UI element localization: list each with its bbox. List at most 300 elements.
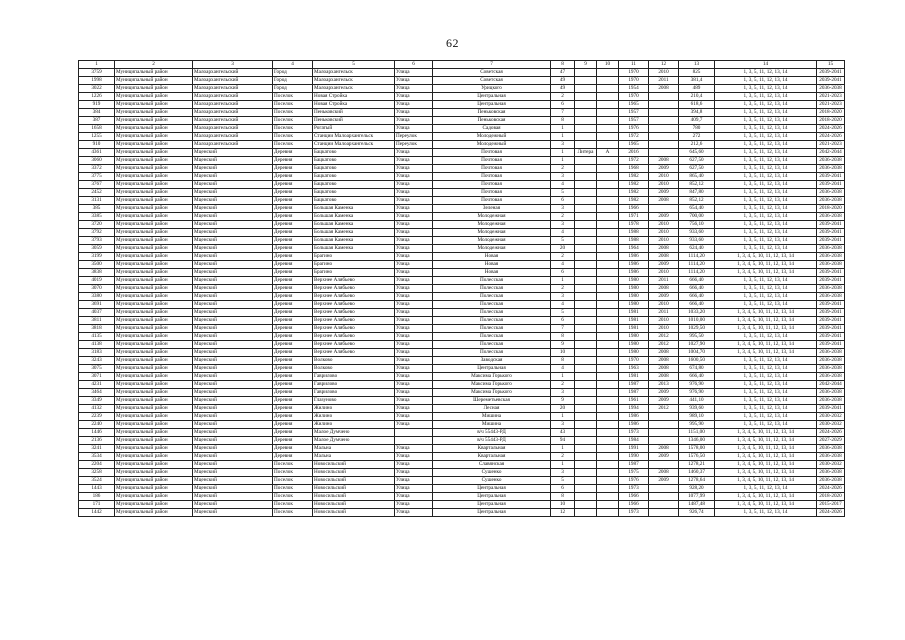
municipality-type-cell: Муниципальный район — [115, 325, 193, 333]
year-built-cell: 1975 — [619, 469, 649, 477]
area-cell: 1004,70 — [679, 349, 715, 357]
header-cell: 13 — [679, 61, 715, 69]
settlement-name-cell: Новая Стройка — [313, 101, 395, 109]
building-cell — [575, 357, 597, 365]
house-number-cell: 94 — [551, 437, 575, 445]
municipality-type-cell: Муниципальный район — [115, 501, 193, 509]
municipality-type-cell: Муниципальный район — [115, 277, 193, 285]
year-built-cell: 1968 — [619, 165, 649, 173]
works-list-cell: 1, 3, 4, 5, 10, 11, 12, 13, 14 — [715, 429, 817, 437]
record-id-cell: 2452 — [79, 189, 115, 197]
header-cell: 7 — [433, 61, 551, 69]
table-row — [79, 213, 845, 221]
period-cell: 2036-2038 — [817, 189, 845, 197]
record-id-cell: 171 — [79, 501, 115, 509]
period-cell: 2036-2038 — [817, 293, 845, 301]
period-cell: 2039-2041 — [817, 405, 845, 413]
settlement-type-cell: Деревня — [273, 437, 313, 445]
street-type-cell: Улица — [395, 325, 433, 333]
year-cell: 2008 — [649, 197, 679, 205]
record-id-cell: 3349 — [79, 397, 115, 405]
letter-cell — [597, 301, 619, 309]
year-cell — [649, 509, 679, 517]
street-name-cell: Центральная — [433, 485, 551, 493]
district-cell: Мценский — [193, 437, 273, 445]
house-number-cell: 20 — [551, 405, 575, 413]
works-list-cell: 1, 3, 5, 11, 12, 13, 14 — [715, 333, 817, 341]
letter-cell — [597, 325, 619, 333]
municipality-type-cell: Муниципальный район — [115, 293, 193, 301]
building-cell — [575, 133, 597, 141]
letter-cell — [597, 445, 619, 453]
area-cell: 1114,20 — [679, 269, 715, 277]
works-list-cell: 1, 3, 5, 11, 12, 13, 14 — [715, 389, 817, 397]
record-id-cell: 384 — [79, 109, 115, 117]
street-type-cell: Улица — [395, 357, 433, 365]
period-cell: 2039-2041 — [817, 221, 845, 229]
year-built-cell: 1990 — [619, 453, 649, 461]
street-name-cell: Молодежная — [433, 237, 551, 245]
municipality-type-cell: Муниципальный район — [115, 445, 193, 453]
street-type-cell: Улица — [395, 221, 433, 229]
building-cell — [575, 381, 597, 389]
record-id-cell: 1443 — [79, 485, 115, 493]
street-name-cell: Центральная — [433, 101, 551, 109]
district-cell: Мценский — [193, 397, 273, 405]
header-cell: 6 — [395, 61, 433, 69]
works-list-cell: 1, 3, 4, 5, 10, 11, 12, 13, 14 — [715, 493, 817, 501]
street-type-cell — [395, 437, 433, 445]
table-row — [79, 461, 845, 469]
settlement-type-cell: Деревня — [273, 197, 313, 205]
street-type-cell: Улица — [395, 197, 433, 205]
area-cell: 489 — [679, 85, 715, 93]
building-cell — [575, 389, 597, 397]
area-cell: 852,12 — [679, 181, 715, 189]
street-type-cell: Улица — [395, 477, 433, 485]
area-cell: 381,4 — [679, 77, 715, 85]
building-cell — [575, 277, 597, 285]
area-cell: 624,40 — [679, 245, 715, 253]
year-built-cell: 1988 — [619, 229, 649, 237]
record-id-cell: 3759 — [79, 69, 115, 77]
period-cell: 2039-2041 — [817, 77, 845, 85]
year-built-cell: 1987 — [619, 461, 649, 469]
house-number-cell: 10 — [551, 349, 575, 357]
record-id-cell: 2240 — [79, 421, 115, 429]
street-type-cell — [395, 429, 433, 437]
year-cell: 2008 — [649, 245, 679, 253]
record-id-cell: 3775 — [79, 173, 115, 181]
record-id-cell: 3131 — [79, 197, 115, 205]
house-number-cell: 49 — [551, 85, 575, 93]
area-cell: 1600,50 — [679, 357, 715, 365]
area-cell: 989,10 — [679, 413, 715, 421]
building-cell — [575, 93, 597, 101]
settlement-name-cell: Верхнее Алябьево — [313, 285, 395, 293]
street-name-cell: Максима Горького — [433, 381, 551, 389]
letter-cell — [597, 365, 619, 373]
year-cell: 2008 — [649, 157, 679, 165]
municipality-type-cell: Муниципальный район — [115, 509, 193, 517]
building-cell — [575, 477, 597, 485]
works-list-cell: 1, 3, 5, 11, 12, 13, 14 — [715, 405, 817, 413]
period-cell: 2036-2038 — [817, 85, 845, 93]
table-row — [79, 309, 845, 317]
works-list-cell: 1, 3, 4, 5, 10, 11, 12, 13, 14 — [715, 325, 817, 333]
table-row — [79, 485, 845, 493]
area-cell: 212,6 — [679, 141, 715, 149]
building-cell — [575, 397, 597, 405]
table-row — [79, 389, 845, 397]
works-list-cell: 1, 3, 4, 5, 10, 11, 12, 13, 14 — [715, 261, 817, 269]
district-cell: Мценский — [193, 485, 273, 493]
period-cell: 2039-2041 — [817, 341, 845, 349]
district-cell: Малоархангельский — [193, 133, 273, 141]
building-cell — [575, 181, 597, 189]
letter-cell — [597, 477, 619, 485]
year-cell: 2010 — [649, 317, 679, 325]
table-row — [79, 477, 845, 485]
period-cell: 2039-2041 — [817, 69, 845, 77]
works-list-cell: 1, 3, 4, 5, 10, 11, 12, 13, 14 — [715, 445, 817, 453]
settlement-name-cell: Бацкатово — [313, 165, 395, 173]
settlement-name-cell: Верхнее Алябьево — [313, 309, 395, 317]
year-cell — [649, 101, 679, 109]
table-row — [79, 109, 845, 117]
period-cell: 2036-2038 — [817, 389, 845, 397]
municipality-type-cell: Муниципальный район — [115, 221, 193, 229]
letter-cell — [597, 109, 619, 117]
street-type-cell: Улица — [395, 181, 433, 189]
district-cell: Мценский — [193, 277, 273, 285]
settlement-name-cell: Новосильский — [313, 493, 395, 501]
year-cell: 2009 — [649, 453, 679, 461]
year-cell — [649, 461, 679, 469]
period-cell: 2042-2044 — [817, 149, 845, 157]
record-id-cell: 4132 — [79, 405, 115, 413]
record-id-cell: 3022 — [79, 85, 115, 93]
house-number-cell: 4 — [551, 261, 575, 269]
district-cell: Мценский — [193, 349, 273, 357]
letter-cell — [597, 189, 619, 197]
table-row — [79, 245, 845, 253]
street-name-cell: Полесская — [433, 325, 551, 333]
house-number-cell: 8 — [551, 493, 575, 501]
street-type-cell: Улица — [395, 389, 433, 397]
district-cell: Малоархангельский — [193, 93, 273, 101]
table-row — [79, 77, 845, 85]
street-name-cell: Заводская — [433, 357, 551, 365]
record-id-cell: 3818 — [79, 325, 115, 333]
period-cell: 2021-2023 — [817, 93, 845, 101]
street-name-cell: Полесская — [433, 333, 551, 341]
municipality-type-cell: Муниципальный район — [115, 365, 193, 373]
municipality-type-cell: Муниципальный район — [115, 165, 193, 173]
settlement-type-cell: Деревня — [273, 181, 313, 189]
settlement-type-cell: Деревня — [273, 381, 313, 389]
street-type-cell: Улица — [395, 373, 433, 381]
street-name-cell: Почтовая — [433, 157, 551, 165]
street-name-cell: Центральная — [433, 509, 551, 517]
house-number-cell: 3 — [551, 221, 575, 229]
year-built-cell: 1980 — [619, 349, 649, 357]
settlement-type-cell: Город — [273, 85, 313, 93]
year-built-cell: 1981 — [619, 373, 649, 381]
area-cell: 409,7 — [679, 117, 715, 125]
district-cell: Малоархангельский — [193, 117, 273, 125]
district-cell: Мценский — [193, 357, 273, 365]
letter-cell — [597, 349, 619, 357]
settlement-name-cell: Верхнее Алябьево — [313, 317, 395, 325]
house-number-cell: 3 — [551, 141, 575, 149]
area-cell: 928,20 — [679, 485, 715, 493]
area-cell: 995,90 — [679, 421, 715, 429]
building-cell — [575, 317, 597, 325]
year-cell — [649, 125, 679, 133]
settlement-name-cell: Гаврилово — [313, 373, 395, 381]
works-list-cell: 1, 3, 5, 11, 12, 13, 14 — [715, 373, 817, 381]
street-type-cell: Улица — [395, 485, 433, 493]
house-number-cell: 7 — [551, 109, 575, 117]
table-row — [79, 189, 845, 197]
settlement-name-cell: Новосильский — [313, 501, 395, 509]
house-number-cell: 1 — [551, 125, 575, 133]
municipality-type-cell: Муниципальный район — [115, 373, 193, 381]
area-cell: 654,40 — [679, 205, 715, 213]
year-cell: 2011 — [649, 277, 679, 285]
house-number-cell: 1 — [551, 157, 575, 165]
year-cell: 2008 — [649, 445, 679, 453]
building-cell — [575, 405, 597, 413]
street-name-cell: Урицкого — [433, 85, 551, 93]
municipality-type-cell: Муниципальный район — [115, 317, 193, 325]
street-name-cell: Полесская — [433, 317, 551, 325]
settlement-type-cell: Деревня — [273, 221, 313, 229]
house-number-cell: 3 — [551, 173, 575, 181]
year-built-cell: 1980 — [619, 333, 649, 341]
period-cell: 2039-2041 — [817, 269, 845, 277]
street-name-cell: Полесская — [433, 285, 551, 293]
district-cell: Мценский — [193, 325, 273, 333]
street-name-cell: Почтовая — [433, 197, 551, 205]
period-cell: 2036-2038 — [817, 245, 845, 253]
table-row — [79, 165, 845, 173]
house-number-cell: 3 — [551, 469, 575, 477]
letter-cell — [597, 237, 619, 245]
letter-cell — [597, 509, 619, 517]
works-list-cell: 1, 3, 5, 11, 12, 13, 14 — [715, 109, 817, 117]
year-cell: 2010 — [649, 301, 679, 309]
record-id-cell: 3372 — [79, 165, 115, 173]
letter-cell — [597, 101, 619, 109]
settlement-type-cell: Деревня — [273, 365, 313, 373]
year-cell: 2012 — [649, 341, 679, 349]
street-type-cell: Улица — [395, 237, 433, 245]
house-number-cell: 6 — [551, 269, 575, 277]
street-type-cell: Улица — [395, 77, 433, 85]
settlement-type-cell: Поселок — [273, 485, 313, 493]
area-cell: 1576,50 — [679, 453, 715, 461]
record-id-cell: 3811 — [79, 317, 115, 325]
table-row — [79, 133, 845, 141]
header-cell: 4 — [273, 61, 313, 69]
record-id-cell: 3838 — [79, 269, 115, 277]
year-cell: 2008 — [649, 85, 679, 93]
district-cell: Мценский — [193, 453, 273, 461]
period-cell: 2036-2038 — [817, 157, 845, 165]
settlement-name-cell: Волково — [313, 365, 395, 373]
letter-cell — [597, 309, 619, 317]
building-cell — [575, 461, 597, 469]
record-id-cell: 1998 — [79, 77, 115, 85]
year-built-cell: 1984 — [619, 437, 649, 445]
record-id-cell: 1446 — [79, 429, 115, 437]
street-name-cell: Лесная — [433, 405, 551, 413]
building-cell — [575, 157, 597, 165]
area-cell: 627,50 — [679, 157, 715, 165]
year-built-cell: 1986 — [619, 261, 649, 269]
settlement-type-cell: Поселок — [273, 93, 313, 101]
municipality-type-cell: Муниципальный район — [115, 77, 193, 85]
record-id-cell: 3534 — [79, 453, 115, 461]
settlement-name-cell: Верхнее Алябьево — [313, 325, 395, 333]
street-type-cell: Улица — [395, 469, 433, 477]
district-cell: Мценский — [193, 317, 273, 325]
building-cell — [575, 269, 597, 277]
record-id-cell: 3385 — [79, 213, 115, 221]
year-cell — [649, 109, 679, 117]
settlement-name-cell: Брагино — [313, 269, 395, 277]
table-row — [79, 357, 845, 365]
street-type-cell: Улица — [395, 109, 433, 117]
building-cell — [575, 205, 597, 213]
street-name-cell: Полесская — [433, 309, 551, 317]
year-built-cell: 1973 — [619, 485, 649, 493]
letter-cell — [597, 205, 619, 213]
table-row — [79, 85, 845, 93]
works-list-cell: 1, 3, 4, 5, 10, 11, 12, 13, 14 — [715, 253, 817, 261]
area-cell: 1151,00 — [679, 429, 715, 437]
street-type-cell: Улица — [395, 381, 433, 389]
record-id-cell: 3464 — [79, 389, 115, 397]
house-number-cell: 8 — [551, 333, 575, 341]
house-number-cell: 2 — [551, 165, 575, 173]
record-id-cell: 2204 — [79, 461, 115, 469]
year-cell — [649, 413, 679, 421]
year-built-cell: 1965 — [619, 101, 649, 109]
municipality-type-cell: Муниципальный район — [115, 349, 193, 357]
letter-cell — [597, 261, 619, 269]
street-type-cell: Улица — [395, 501, 433, 509]
settlement-type-cell: Деревня — [273, 189, 313, 197]
period-cell: 2036-2038 — [817, 165, 845, 173]
works-list-cell: 1, 3, 5, 11, 12, 13, 14 — [715, 157, 817, 165]
street-type-cell: Улица — [395, 365, 433, 373]
works-list-cell: 1, 3, 5, 11, 12, 13, 14 — [715, 229, 817, 237]
area-cell: 1578,00 — [679, 445, 715, 453]
period-cell: 2039-2041 — [817, 173, 845, 181]
district-cell: Мценский — [193, 469, 273, 477]
house-number-cell: 6 — [551, 101, 575, 109]
table-row — [79, 421, 845, 429]
settlement-type-cell: Деревня — [273, 405, 313, 413]
building-cell — [575, 421, 597, 429]
building-cell — [575, 101, 597, 109]
works-list-cell: 1, 3, 5, 11, 12, 13, 14 — [715, 221, 817, 229]
municipality-type-cell: Муниципальный район — [115, 149, 193, 157]
record-id-cell: 3070 — [79, 285, 115, 293]
record-id-cell: 3060 — [79, 157, 115, 165]
district-cell: Малоархангельский — [193, 125, 273, 133]
settlement-name-cell: Большая Каменка — [313, 237, 395, 245]
house-number-cell: 4 — [551, 301, 575, 309]
letter-cell — [597, 501, 619, 509]
municipality-type-cell: Муниципальный район — [115, 269, 193, 277]
table-row — [79, 413, 845, 421]
header-cell: 2 — [115, 61, 193, 69]
house-number-cell: 3 — [551, 293, 575, 301]
settlement-type-cell: Деревня — [273, 229, 313, 237]
settlement-type-cell: Деревня — [273, 453, 313, 461]
period-cell: 2018-2020 — [817, 109, 845, 117]
district-cell: Малоархангельский — [193, 69, 273, 77]
record-id-cell: 3075 — [79, 365, 115, 373]
year-built-cell: 1970 — [619, 77, 649, 85]
settlement-type-cell: Поселок — [273, 133, 313, 141]
house-number-cell: 2 — [551, 93, 575, 101]
settlement-name-cell: Новосильский — [313, 485, 395, 493]
works-list-cell: 1, 3, 4, 5, 10, 11, 12, 13, 14 — [715, 309, 817, 317]
year-cell: 2008 — [649, 285, 679, 293]
year-built-cell: 1981 — [619, 317, 649, 325]
street-name-cell: Максима Горького — [433, 373, 551, 381]
record-id-cell: 4135 — [79, 333, 115, 341]
year-cell: 2010 — [649, 181, 679, 189]
street-name-cell: Почтовая — [433, 173, 551, 181]
municipality-type-cell: Муниципальный район — [115, 157, 193, 165]
settlement-type-cell: Деревня — [273, 325, 313, 333]
settlement-type-cell: Деревня — [273, 309, 313, 317]
record-id-cell: 3258 — [79, 469, 115, 477]
period-cell: 2024-2026 — [817, 133, 845, 141]
year-built-cell: 1980 — [619, 277, 649, 285]
settlement-type-cell: Деревня — [273, 341, 313, 349]
column-number-header-row — [79, 61, 845, 69]
house-number-cell: 1 — [551, 413, 575, 421]
street-name-cell: Пеньковская — [433, 117, 551, 125]
house-number-cell: 1 — [551, 445, 575, 453]
table-row — [79, 237, 845, 245]
settlement-type-cell: Деревня — [273, 165, 313, 173]
year-cell: 2012 — [649, 405, 679, 413]
area-cell: 1346,00 — [679, 437, 715, 445]
year-built-cell: 1986 — [619, 253, 649, 261]
municipality-type-cell: Муниципальный район — [115, 453, 193, 461]
year-built-cell: 1986 — [619, 269, 649, 277]
year-cell: 2009 — [649, 261, 679, 269]
settlement-type-cell: Поселок — [273, 109, 313, 117]
municipality-type-cell: Муниципальный район — [115, 405, 193, 413]
street-type-cell: Улица — [395, 293, 433, 301]
works-list-cell: 1, 3, 5, 11, 12, 13, 14 — [715, 69, 817, 77]
year-cell — [649, 493, 679, 501]
building-cell — [575, 365, 597, 373]
district-cell: Малоархангельский — [193, 77, 273, 85]
street-name-cell: Центральная — [433, 365, 551, 373]
house-number-cell: 2 — [551, 453, 575, 461]
year-cell: 2009 — [649, 213, 679, 221]
